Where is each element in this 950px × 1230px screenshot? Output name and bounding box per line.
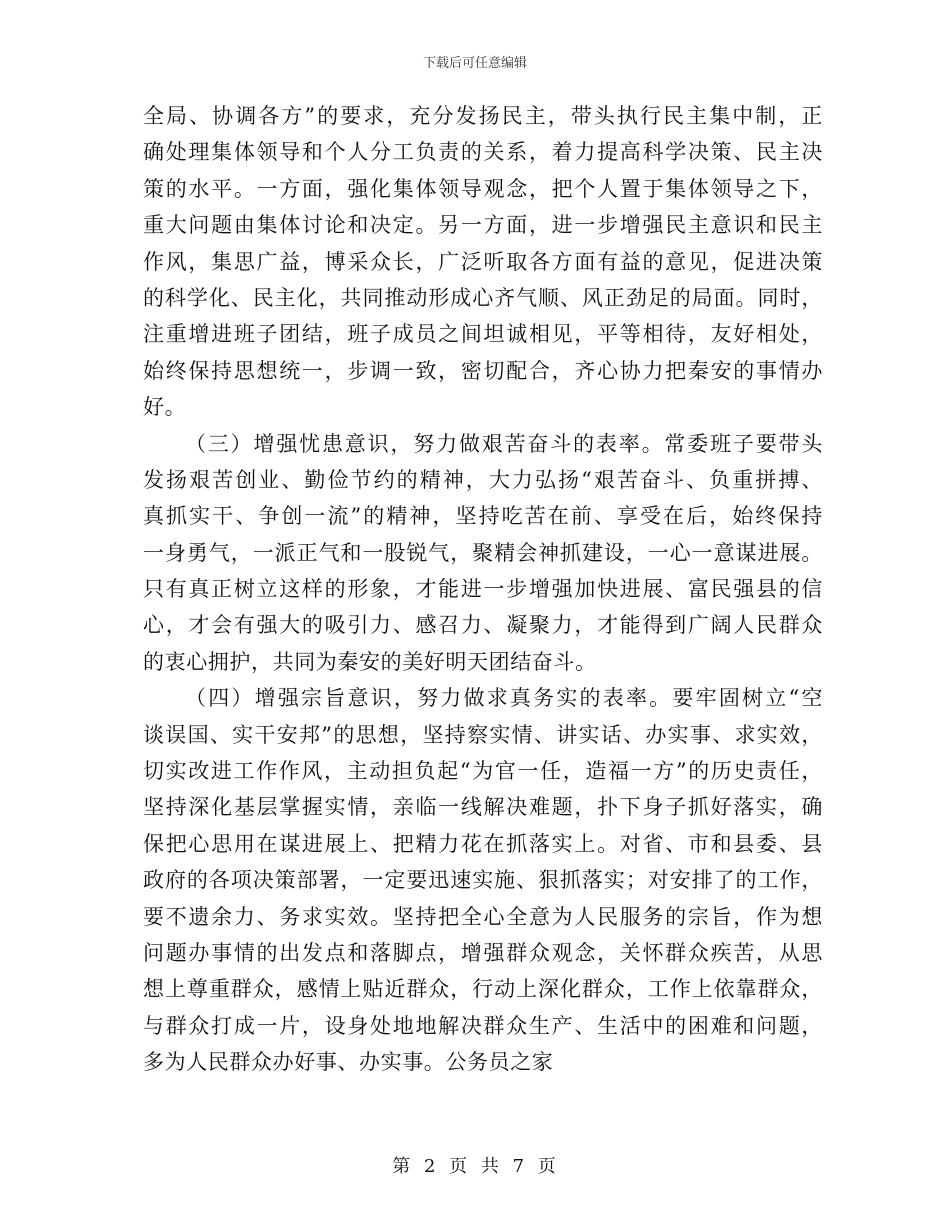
- text-line: 好。: [143, 395, 187, 420]
- text-line: 坚持深化基层掌握实情，亲临一线解决难题，扑下身子抓好落实，确: [143, 795, 823, 820]
- footer-total-word: 共: [480, 1156, 501, 1177]
- footer-total-pages: 7: [512, 1156, 527, 1177]
- text-line: 一身勇气，一派正气和一股锐气，聚精会神抓建设，一心一意谋进展。: [143, 540, 823, 565]
- text-line: 重大问题由集体讨论和决定。另一方面，进一步增强民主意识和民主: [143, 213, 823, 238]
- document-body: [143, 98, 823, 1081]
- text-line: 保把心思用在谋进展上、把精力花在抓落实上。对省、市和县委、县: [143, 831, 823, 856]
- text-line: 问题办事情的出发点和落脚点，增强群众观念，关怀群众疾苦，从思: [143, 940, 823, 965]
- text-line: 切实改进工作作风，主动担负起“为官一任，造福一方”的历史责任，: [143, 759, 823, 784]
- text-line: 政府的各项决策部署，一定要迅速实施、狠抓落实；对安排了的工作，: [143, 868, 823, 893]
- text-line: 只有真正树立这样的形象，才能进一步增强加快进展、富民强县的信: [143, 577, 823, 602]
- text-line: 心，才会有强大的吸引力、感召力、凝聚力，才能得到广阔人民群众: [143, 613, 823, 638]
- text-line: 确处理集体领导和个人分工负责的关系，着力提高科学决策、民主决: [143, 140, 823, 165]
- page-footer: [0, 1152, 950, 1178]
- text-line: 多为人民群众办好事、办实事。公务员之家: [143, 1050, 554, 1075]
- text-line: （三）增强忧患意识，努力做艰苦奋斗的表率。常委班子要带头: [185, 431, 823, 456]
- text-line: 发扬艰苦创业、勤俭节约的精神，大力弘扬“艰苦奋斗、负重拼搏、: [143, 467, 823, 492]
- text-line: 作风，集思广益，博采众长，广泛听取各方面有益的意见，促进决策: [143, 249, 823, 274]
- footer-current-page: 2: [423, 1156, 438, 1177]
- text-line: 真抓实干、争创一流”的精神，坚持吃苦在前、享受在后，始终保持: [143, 504, 823, 529]
- text-line: （四）增强宗旨意识，努力做求真务实的表率。要牢固树立“空: [185, 686, 823, 711]
- text-line: 与群众打成一片，设身处地地解决群众生产、生活中的困难和问题，: [143, 1013, 823, 1038]
- footer-page-word: 页: [449, 1156, 470, 1177]
- text-line: 全局、协调各方”的要求，充分发扬民主，带头执行民主集中制，正: [143, 104, 823, 128]
- footer-suffix: 页: [537, 1156, 558, 1177]
- footer-prefix: 第: [392, 1156, 413, 1177]
- text-line: 想上尊重群众，感情上贴近群众，行动上深化群众，工作上依靠群众，: [143, 977, 823, 1002]
- text-line: 始终保持思想统一，步调一致，密切配合，齐心协力把秦安的事情办: [143, 358, 823, 383]
- text-line: 要不遗余力、务求实效。坚持把全心全意为人民服务的宗旨，作为想: [143, 904, 823, 929]
- text-line: 谈误国、实干安邦”的思想，坚持察实情、讲实话、办实事、求实效，: [143, 722, 823, 747]
- text-line: 的衷心拥护，共同为秦安的美好明天团结奋斗。: [143, 649, 597, 674]
- text-line: 注重增进班子团结，班子成员之间坦诚相见，平等相待，友好相处，: [143, 322, 823, 347]
- text-line: 策的水平。一方面，强化集体领导观念，把个人置于集体领导之下，: [143, 176, 823, 201]
- text-line: 的科学化、民主化，共同推动形成心齐气顺、风正劲足的局面。同时，: [143, 285, 823, 310]
- page-header: 下载后可任意编辑: [422, 56, 527, 71]
